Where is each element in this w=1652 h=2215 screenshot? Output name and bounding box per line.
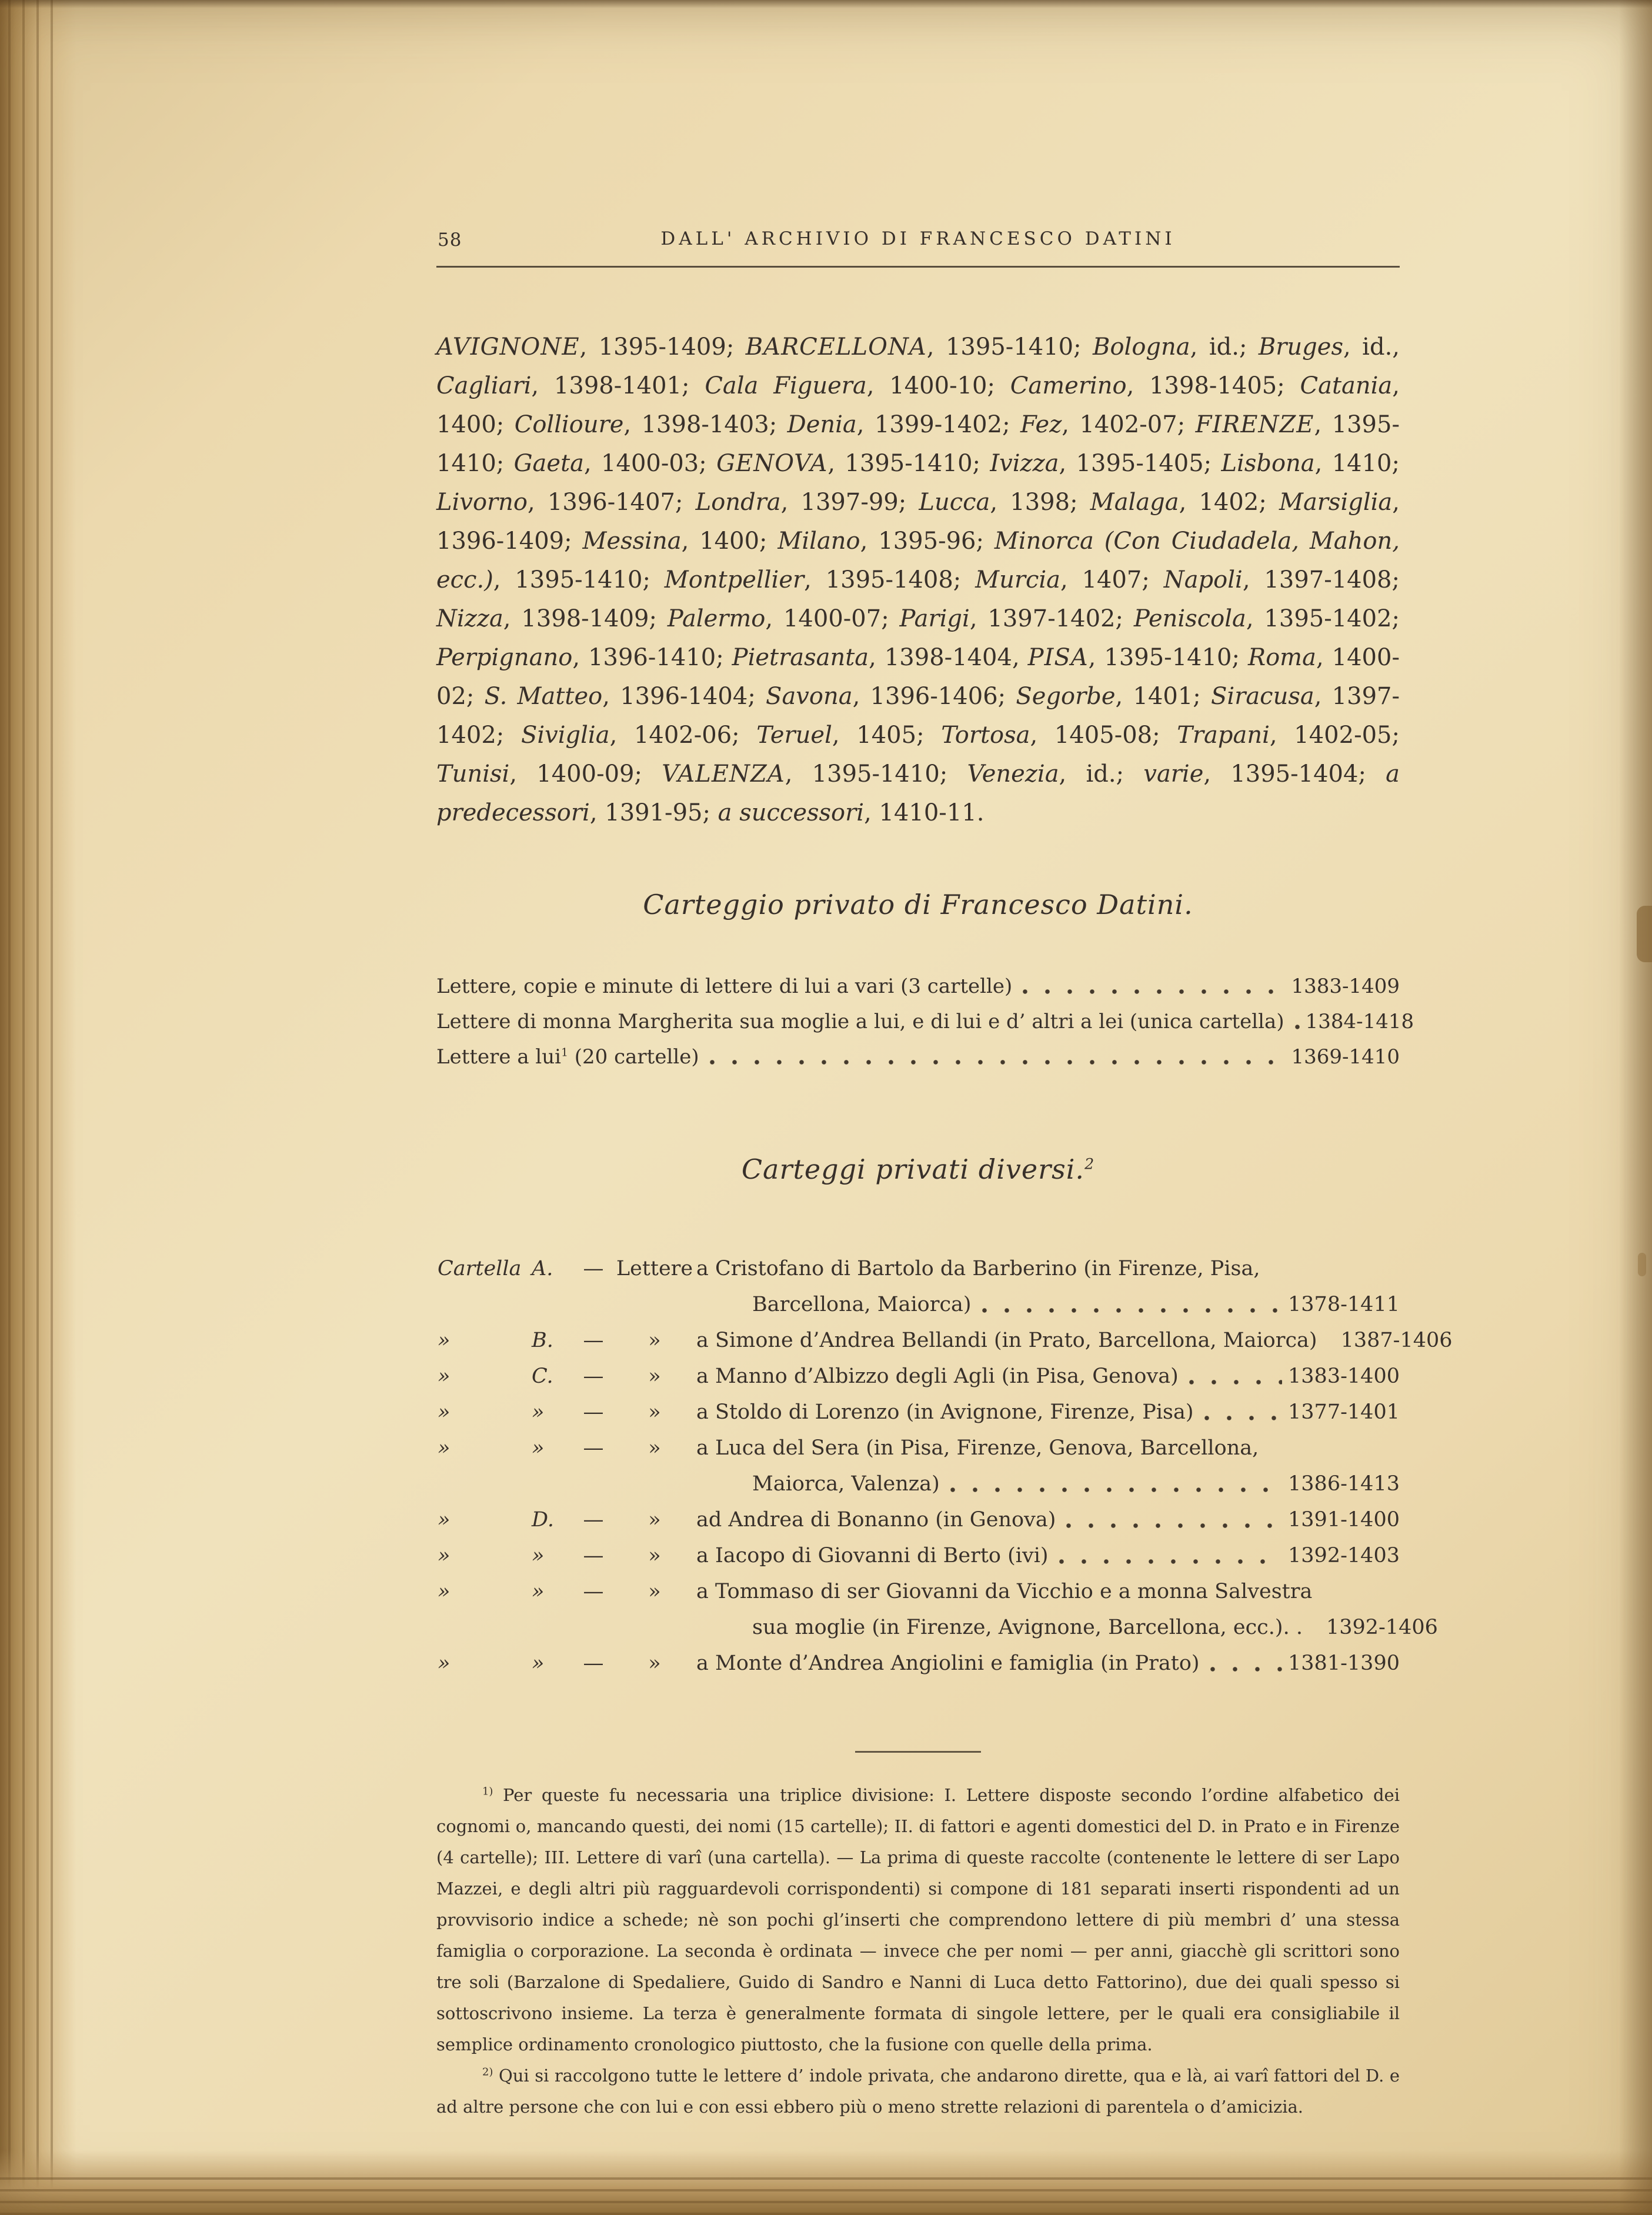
letter-list-label: Lettere a lui$^1$ (20 cartelle) xyxy=(436,1045,699,1069)
date-range: 1378-1411 xyxy=(1288,1293,1400,1316)
cartella-letter: C. xyxy=(532,1365,553,1388)
place-dates: 1398-1404 xyxy=(884,644,1012,671)
place-name: Bologna xyxy=(1093,333,1190,361)
letter-list-item xyxy=(436,1039,1400,1075)
place-name: Messina xyxy=(582,528,682,555)
place-dates: 1398-1403 xyxy=(641,411,769,438)
place-name: Parigi xyxy=(899,605,970,632)
cartella-letter: D. xyxy=(532,1508,554,1532)
description-line xyxy=(696,1502,1400,1538)
dot-leader xyxy=(1294,1022,1300,1031)
lettere-label: » xyxy=(648,1652,661,1675)
place-dates: 1396-1404 xyxy=(620,683,748,710)
place-name: a predecessori xyxy=(436,760,1400,826)
place-dates: 1402 xyxy=(1199,489,1259,516)
dash: — xyxy=(583,1400,604,1424)
description-line xyxy=(696,1287,1400,1323)
dash: — xyxy=(583,1544,604,1567)
header-rule xyxy=(436,266,1400,268)
dash: — xyxy=(583,1580,604,1603)
place-dates: 1396-1407 xyxy=(547,489,675,516)
place-name: Bruges xyxy=(1258,333,1343,361)
footnote-ref-1: 1 xyxy=(561,1046,568,1059)
place-dates: 1400-02 xyxy=(436,644,1400,710)
cartella-description xyxy=(696,1323,1453,1359)
date-range: 1392-1403 xyxy=(1288,1544,1400,1567)
cartella-row xyxy=(436,1538,1400,1574)
paper-blemish xyxy=(1638,1253,1646,1276)
archive-fondaci-list: AVIGNONE, 1395-1409; BARCELLONA, 1395-1410; Bologna, id.; Bruges, id., Cagliari, 1398-1401; Cala Figuera, 1400-10; Camerino, 1398-1405; Catania, 1400; Collioure, 1398-1403; Denia, 1399-1402; Fez, 1402-07; FIRENZE, 1395-1410; Gaeta, 1400-03; GENOVA, 1395-1410; Ivizza, 1395-1405; Lisbona, 1410; Livorno, 1396-1407; Londra, 1397-99; Lucca, 1398; Malaga, 1402; Marsiglia, 1396-1409; Messina, 1400; Milano, 1395-96; Minorca (Con Ciudadela, Mahon, ecc.), 1395-1410; Montpellier, 1395-1408; Murcia, 1407; Napoli, 1397-1408; Nizza, 1398-1409; Palermo, 1400-07; Parigi, 1397-1402; Peniscola, 1395-1402; Perpignano, 1396-1410; Pietrasanta, 1398-1404, PISA, 1395-1410; Roma, 1400-02; S. Matteo, 1396-1404; Savona, 1396-1406; Segorbe, 1401; Siracusa, 1397-1402; Siviglia, 1402-06; Teruel, 1405; Tortosa, 1405-08; Trapani, 1402-05; Tunisi, 1400-09; VALENZA, 1395-1410; Venezia, id.; varie, 1395-1404; a predecessori, 1391-95; a successori, 1410-11. xyxy=(436,333,1400,826)
place-name: BARCELLONA xyxy=(745,333,927,361)
place-name: Marsiglia xyxy=(1279,489,1393,516)
letter-list-item xyxy=(436,1004,1414,1039)
place-name: AVIGNONE xyxy=(436,333,580,361)
place-name: Tunisi xyxy=(436,760,510,788)
cartella-description xyxy=(696,1395,1400,1430)
dot-leader xyxy=(1209,1664,1282,1673)
date-range: 1383-1400 xyxy=(1288,1365,1400,1388)
place-name: Livorno xyxy=(436,489,528,516)
place-name: Siviglia xyxy=(520,722,610,749)
description-text: a Cristofano di Bartolo da Barberino (in Firenze, Pisa, xyxy=(696,1257,1260,1280)
place-dates: 1395-1410 xyxy=(515,566,643,593)
book-edge-right xyxy=(1619,0,1652,2215)
place-name: Milano xyxy=(777,528,860,555)
place-dates: 1395-1402 xyxy=(1264,605,1392,632)
place-name: varie xyxy=(1143,760,1204,788)
footnotes xyxy=(436,1780,1400,2123)
place-name: Ivizza xyxy=(990,450,1059,477)
page-content xyxy=(436,228,1453,2123)
description-text: sua moglie (in Firenze, Avignone, Barcellona, ecc.). . xyxy=(752,1616,1303,1639)
place-dates: 1405 xyxy=(856,722,917,749)
place-name: Teruel xyxy=(756,722,832,749)
cartella-description xyxy=(696,1430,1400,1502)
book-page-edges-left xyxy=(8,0,55,2215)
footnote-rule xyxy=(855,1751,981,1753)
place-name: Cala Figuera xyxy=(705,372,867,399)
place-dates: 1401 xyxy=(1133,683,1193,710)
place-name: PISA xyxy=(1027,644,1089,671)
section-title-text: Carteggi privati diversi. xyxy=(741,1153,1085,1185)
book-page-edges-bottom xyxy=(0,2177,1652,2215)
place-name: Cagliari xyxy=(436,372,532,399)
place-name: Roma xyxy=(1247,644,1316,671)
place-dates: 1398 xyxy=(1010,489,1070,516)
place-dates: 1397-1408 xyxy=(1264,566,1392,593)
dot-leader xyxy=(1058,1557,1282,1566)
place-dates: 1410-11 xyxy=(879,799,977,826)
place-name: Trapani xyxy=(1177,722,1270,749)
description-line xyxy=(696,1251,1400,1287)
place-name: Venezia xyxy=(967,760,1059,788)
dash: — xyxy=(583,1508,604,1532)
description-line xyxy=(696,1646,1400,1682)
place-name: Fez xyxy=(1020,411,1062,438)
paper-blemish xyxy=(1637,906,1652,962)
lettere-label: » xyxy=(648,1508,661,1532)
description-text: ad Andrea di Bonanno (in Genova) xyxy=(696,1508,1056,1532)
date-range: 1391-1400 xyxy=(1288,1508,1400,1532)
place-dates: 1397-99 xyxy=(800,489,899,516)
description-text: a Iacopo di Giovanni di Berto (ivi) xyxy=(696,1544,1049,1567)
place-name: Siracusa xyxy=(1211,683,1314,710)
book-edge-top xyxy=(0,0,1652,8)
place-name: Denia xyxy=(787,411,857,438)
place-dates: 1400 xyxy=(436,411,496,438)
place-name: Lucca xyxy=(919,489,990,516)
cartella-row xyxy=(436,1646,1400,1682)
date-range: 1381-1390 xyxy=(1288,1652,1400,1675)
description-text: a Manno d’Albizzo degli Agli (in Pisa, Genova) xyxy=(696,1365,1179,1388)
description-line xyxy=(696,1610,1438,1646)
description-text: a Simone d’Andrea Bellandi (in Prato, Barcellona, Maiorca) xyxy=(696,1329,1317,1352)
date-range: 1377-1401 xyxy=(1288,1400,1400,1424)
place-dates: 1399-1402 xyxy=(874,411,1003,438)
place-name: Murcia xyxy=(975,566,1061,593)
section-title-carteggio-privato: Carteggio privato di Francesco Datini. xyxy=(643,889,1193,920)
footnote-ref-2: 2 xyxy=(1084,1155,1095,1173)
description-text: a Monte d’Andrea Angiolini e famiglia (in Prato) xyxy=(696,1652,1200,1675)
cartella-letter: » xyxy=(532,1580,545,1603)
cartella-label: » xyxy=(438,1365,450,1388)
description-text: a Stoldo di Lorenzo (in Avignone, Firenze, Pisa) xyxy=(696,1400,1194,1424)
cartella-label: » xyxy=(438,1329,450,1352)
place-dates: 1395-96 xyxy=(878,528,976,555)
place-name: GENOVA xyxy=(716,450,828,477)
lettere-label: » xyxy=(648,1329,661,1352)
dash: — xyxy=(583,1436,604,1460)
description-line xyxy=(696,1395,1400,1430)
dot-leader xyxy=(949,1485,1282,1494)
place-dates: 1396-1406 xyxy=(870,683,998,710)
cartella-description xyxy=(696,1646,1400,1682)
place-name: Tortosa xyxy=(941,722,1030,749)
description-line xyxy=(696,1574,1400,1610)
cartella-letter: » xyxy=(532,1652,545,1675)
lettere-label: » xyxy=(648,1400,661,1424)
place-dates: 1397-1402 xyxy=(436,683,1400,749)
place-name: Napoli xyxy=(1163,566,1243,593)
cartella-label: » xyxy=(438,1508,450,1532)
page-header xyxy=(436,228,1400,258)
cartella-row xyxy=(436,1395,1400,1430)
lettere-label: Lettere xyxy=(616,1257,693,1280)
running-title: DALL' ARCHIVIO DI FRANCESCO DATINI xyxy=(660,228,1176,249)
letter-list-label: Lettere, copie e minute di lettere di lui a vari (3 cartelle) xyxy=(436,975,1013,998)
place-dates: 1395-1409 xyxy=(598,333,726,361)
cartella-row xyxy=(436,1502,1400,1538)
footnote-marker: 1) xyxy=(482,1785,493,1798)
place-dates: 1396-1409 xyxy=(436,528,565,555)
place-dates: id. xyxy=(1362,333,1393,361)
place-dates: 1410 xyxy=(1331,450,1392,477)
cartella-label: » xyxy=(438,1400,450,1424)
cartella-description xyxy=(696,1538,1400,1574)
cartella-letter: » xyxy=(532,1436,545,1460)
place-dates: 1400-03 xyxy=(601,450,699,477)
date-range: 1387-1406 xyxy=(1340,1329,1453,1352)
cartella-row xyxy=(436,1359,1400,1395)
description-text: a Luca del Sera (in Pisa, Firenze, Genova, Barcellona, xyxy=(696,1436,1259,1460)
place-dates: 1397-1402 xyxy=(987,605,1116,632)
place-name: Nizza xyxy=(436,605,503,632)
date-range: 1369-1410 xyxy=(1291,1045,1400,1069)
place-name: FIRENZE xyxy=(1195,411,1314,438)
letter-list-item xyxy=(436,969,1400,1004)
cartella-letter: A. xyxy=(532,1257,553,1280)
place-dates: 1400-09 xyxy=(536,760,635,788)
place-dates: id. xyxy=(1209,333,1239,361)
place-name: Londra xyxy=(695,489,781,516)
dot-leader xyxy=(1065,1521,1282,1530)
place-dates: 1398-1409 xyxy=(521,605,649,632)
place-dates: 1395-1404 xyxy=(1230,760,1359,788)
dash: — xyxy=(583,1329,604,1352)
place-name: Savona xyxy=(766,683,853,710)
place-dates: 1395-1410 xyxy=(436,411,1400,477)
place-dates: 1400-10 xyxy=(889,372,987,399)
place-name: Palermo xyxy=(667,605,766,632)
cartella-label: » xyxy=(438,1544,450,1567)
place-name: Lisbona xyxy=(1221,450,1315,477)
date-range: 1384-1418 xyxy=(1305,1010,1414,1033)
dash: — xyxy=(583,1652,604,1675)
place-dates: 1398-1401 xyxy=(553,372,682,399)
carteggio-privato-list xyxy=(436,969,1414,1075)
dot-leader xyxy=(1327,1342,1335,1350)
cartella-description xyxy=(696,1502,1400,1538)
cartella-row xyxy=(436,1430,1400,1502)
cartella-row xyxy=(436,1323,1453,1359)
place-name: Montpellier xyxy=(664,566,805,593)
cartelle-table xyxy=(436,1251,1453,1682)
place-dates: 1407 xyxy=(1082,566,1142,593)
description-line xyxy=(696,1538,1400,1574)
page-number: 58 xyxy=(438,229,462,251)
place-dates: 1395-1408 xyxy=(825,566,953,593)
footnote: $^{2)}$ Qui si raccolgono tutte le lettere d’ indole privata, che andarono dirette, qua e là, ai varî fattori del D. e ad altre persone che con lui e con essi ebbero più o meno strette relazioni di parentela o d’amicizia. xyxy=(436,2066,1400,2117)
section-title-carteggi-diversi xyxy=(436,1153,1400,1185)
dot-leader xyxy=(1188,1377,1282,1386)
place-name: Pietrasanta xyxy=(732,644,869,671)
lettere-label: » xyxy=(648,1436,661,1460)
lettere-label: » xyxy=(648,1580,661,1603)
dot-leader xyxy=(1312,1629,1320,1637)
place-name: Minorca (Con Ciudadela, Mahon, ecc.) xyxy=(436,528,1400,593)
place-dates: 1396-1410 xyxy=(588,644,716,671)
place-name: VALENZA xyxy=(662,760,785,788)
date-range: 1386-1413 xyxy=(1288,1472,1400,1496)
place-name: S. Matteo xyxy=(484,683,603,710)
dot-leader xyxy=(981,1306,1282,1315)
place-name: Malaga xyxy=(1090,489,1179,516)
footnote: $^{1)}$ Per queste fu necessaria una triplice divisione: I. Lettere disposte secondo l’ordine alfabetico dei cognomi o, mancando questi, dei nomi (15 cartelle); II. di fattori e agenti domestici del D. in Prato e in Firenze (4 cartelle); III. Lettere di varî (una cartella). — La prima di queste raccolte (contenente le lettere di ser Lapo Mazzei, e degli altri più ragguardevoli corrispondenti) si compone di 181 separati inserti rispondenti ad un provvisorio indice a schede; nè son pochi gl’inserti che comprendono lettere di più membri d’ una stessa famiglia o corporazione. La seconda è ordinata — invece che per nomi — per anni, giacchè gli scrittori sono tre soli (Barzalone di Spedaliere, Guido di Sandro e Nanni di Luca detto Fattorino), due dei quali spesso si sottoscrivono insieme. La terza è generalmente formata di singole lettere, per le quali era consigliabile il semplice ordinamento cronologico piuttosto, che la fusione con quelle della prima. xyxy=(436,1785,1400,2054)
place-dates: 1395-1410 xyxy=(945,333,1074,361)
place-dates: 1405-08 xyxy=(1054,722,1153,749)
place-dates: 1402-07 xyxy=(1079,411,1177,438)
place-dates: 1395-1410 xyxy=(812,760,940,788)
description-line xyxy=(696,1466,1400,1502)
cartella-label: Cartella xyxy=(438,1257,522,1280)
place-dates: 1402-06 xyxy=(633,722,732,749)
cartella-letter: » xyxy=(532,1544,545,1567)
place-dates: 1391-95 xyxy=(605,799,703,826)
cartella-letter: B. xyxy=(532,1329,553,1352)
place-name: Peniscola xyxy=(1133,605,1246,632)
place-name: Catania xyxy=(1300,372,1393,399)
dot-leader xyxy=(1203,1413,1282,1422)
lettere-label: » xyxy=(648,1365,661,1388)
cartella-row xyxy=(436,1574,1438,1646)
place-dates: 1400 xyxy=(699,528,760,555)
place-dates: id. xyxy=(1086,760,1116,788)
dot-leader xyxy=(1022,987,1285,996)
place-name: Gaeta xyxy=(513,450,584,477)
description-line xyxy=(696,1359,1400,1395)
place-dates: 1398-1405 xyxy=(1149,372,1277,399)
cartella-description xyxy=(696,1251,1400,1323)
description-line xyxy=(696,1323,1453,1359)
place-name: Segorbe xyxy=(1016,683,1116,710)
place-dates: 1395-1410 xyxy=(1104,644,1232,671)
cartella-label: » xyxy=(438,1436,450,1460)
dash: — xyxy=(583,1257,604,1280)
cartella-label: » xyxy=(438,1652,450,1675)
cartella-description xyxy=(696,1359,1400,1395)
cartella-label: » xyxy=(438,1580,450,1603)
cartella-row xyxy=(436,1251,1400,1323)
dash: — xyxy=(583,1365,604,1388)
place-dates: 1402-05 xyxy=(1294,722,1392,749)
place-name: a successori xyxy=(717,799,865,826)
place-name: Collioure xyxy=(514,411,624,438)
description-line xyxy=(696,1430,1400,1466)
date-range: 1392-1406 xyxy=(1326,1616,1438,1639)
place-name: Camerino xyxy=(1010,372,1127,399)
cartella-letter: » xyxy=(532,1400,545,1424)
date-range: 1383-1409 xyxy=(1291,975,1400,998)
lettere-label: » xyxy=(648,1544,661,1567)
description-text: Maiorca, Valenza) xyxy=(752,1472,940,1496)
place-dates: 1400-07 xyxy=(783,605,882,632)
description-text: a Tommaso di ser Giovanni da Vicchio e a monna Salvestra xyxy=(696,1580,1313,1603)
place-dates: 1395-1405 xyxy=(1076,450,1204,477)
place-dates: 1395-1410 xyxy=(845,450,973,477)
dot-leader xyxy=(709,1058,1286,1066)
description-text: Barcellona, Maiorca) xyxy=(752,1293,972,1316)
letter-list-label: Lettere di monna Margherita sua moglie a lui, e di lui e d’ altri a lei (unica cartella) xyxy=(436,1010,1284,1033)
footnote-marker: 2) xyxy=(482,2066,493,2079)
place-name: Perpignano xyxy=(436,644,573,671)
cartella-description xyxy=(696,1574,1438,1646)
